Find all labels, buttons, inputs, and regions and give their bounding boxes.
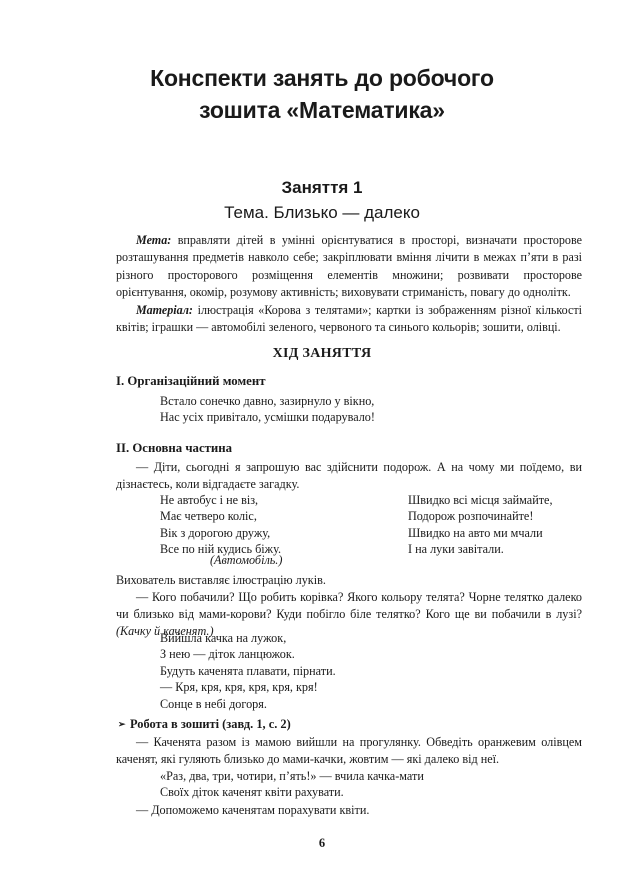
riddle-line: Вік з дорогою дружу, (160, 525, 271, 540)
goal-label: Мета: (136, 233, 172, 247)
section-heading: ХІД ЗАНЯТТЯ (272, 346, 372, 361)
workbook-paragraph (116, 734, 582, 768)
riddle-line: Швидко всі місця займайте, (408, 493, 553, 507)
page-number: 6 (318, 836, 326, 850)
riddle-line: Все по ній кудись біжу. (160, 542, 282, 557)
goal-material-block (116, 232, 582, 336)
page-title (0, 62, 644, 126)
riddle-line: Швидко на авто ми мчали (408, 525, 543, 540)
teacher-action: Вихователь виставляє ілюстрацію луків. (116, 573, 326, 587)
verse-line: «Раз, два, три, чотири, п’ять!» — вчила качка-мати (160, 769, 424, 783)
riddle-line: Подорож розпочинайте! (408, 509, 534, 524)
greeting-verse (160, 393, 375, 426)
intro-text: — Діти, сьогодні я запрошую вас здійснити подорож. А на чому ми поїдемо, ви дізнаєтесь, коли відгадаєте загадку. (116, 460, 582, 491)
final-line: — Допоможемо каченятам порахувати квіти. (136, 803, 370, 817)
riddle-answer: (Автомобіль.) (210, 553, 283, 567)
questions-text: — Кого побачили? Що робить корівка? Якого кольору телята? Чорне телятко далеко чи близько від мами-корови? Куди побігло біле телятко? Кого ще ви побачили в лузі? (116, 590, 582, 621)
verse-line: Нас усіх привітало, усмішки подарувало! (160, 410, 375, 425)
intro-paragraph (116, 459, 582, 493)
title-line-2: зошита «Математика» (199, 97, 445, 123)
title-line-1: Конспекти занять до робочого (150, 65, 494, 91)
verse-line: — Кря, кря, кря, кря, кря, кря! (160, 680, 318, 695)
counting-verse (160, 768, 424, 801)
goal-paragraph (116, 232, 582, 302)
workbook-heading (118, 717, 291, 732)
goal-text: вправляти дітей в умінні орієнтуватися в просторі, визначати просторове розташування предметів навколо себе; закріплювати вміння лічити в межах п’яти в разі різного просторового розміщення елементів множини; розвивати просторове орієнтування, окомір, розумову активність; виховувати стриманість, повагу до однолітк. (116, 233, 582, 300)
duck-verse (160, 630, 336, 712)
verse-line: Сонце в небі догоря. (160, 696, 267, 711)
material-paragraph (116, 302, 582, 337)
material-label: Матеріал: (136, 302, 193, 317)
riddle-left (160, 492, 281, 558)
part1-heading: І. Організаційний момент (116, 374, 266, 388)
riddle-line: Має четверо коліс, (160, 509, 257, 524)
verse-line: Своїх діток каченят квіти рахувати. (160, 785, 344, 800)
workbook-text: — Каченята разом із мамою вийшли на прогулянку. Обведіть оранжевим олівцем каченят, які гуляють близько до мами-качки, жовтим — які далеко від неї. (116, 735, 582, 766)
final-paragraph (116, 802, 582, 819)
verse-line: З нею — діток ланцюжок. (160, 647, 295, 662)
arrow-bullet-icon: ➢ (118, 719, 126, 729)
verse-line: Встало сонечко давно, зазирнуло у вікно, (160, 394, 375, 408)
riddle-line: І на луки завітали. (408, 542, 504, 557)
part2-heading: ІІ. Основна частина (116, 441, 233, 455)
questions-answer: (Качку й каченят.) (116, 624, 214, 638)
material-text: ілюстрація «Корова з телятами»; картки із зображенням різної кількості квітів; іграшки — автомобілі зеленого, червоного та синього кольорів; зошити, олівці. (116, 302, 582, 335)
verse-line: Будуть каченята плавати, пірнати. (160, 663, 336, 678)
workbook-title: Робота в зошиті (завд. 1, с. 2) (130, 717, 291, 731)
riddle-line: Не автобус і не віз, (160, 493, 259, 507)
lesson-topic: Тема. Близько — далеко (224, 203, 420, 222)
riddle-right (408, 492, 553, 558)
verse-line: Вийшла качка на лужок, (160, 631, 287, 645)
lesson-number: Заняття 1 (281, 178, 363, 197)
